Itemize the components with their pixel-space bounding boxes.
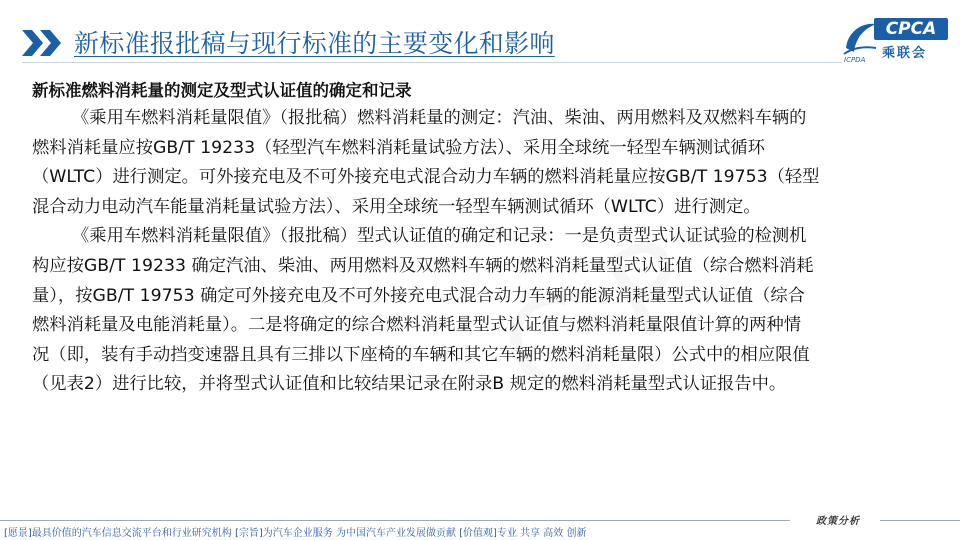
main-content (32, 78, 942, 400)
paragraph-line: 燃料消耗量及电能消耗量）。二是将确定的综合燃料消耗量型式认证值与燃料消耗量限值计算的两种情 (32, 315, 802, 336)
double-chevron-icon (22, 30, 66, 56)
paragraph-type-approval (32, 222, 942, 400)
paragraph-line: 《乘用车燃料消耗量限值》（报批稿）燃料消耗量的测定：汽油、柴油、两用燃料及双燃料车辆的 (72, 108, 807, 128)
slide-footer (0, 510, 960, 540)
logo-small-text: ICPDA (844, 56, 866, 64)
footer-divider-right (880, 520, 960, 521)
cpca-logo (842, 14, 952, 64)
logo-wordmark: CPCA (874, 18, 948, 40)
paragraph-line: （WLTC）进行测定。可外接充电及不可外接充电式混合动力车辆的燃料消耗量应按GB/T 19753（轻型 (32, 167, 820, 188)
footer-divider (0, 520, 790, 521)
paragraph-line: 燃料消耗量应按GB/T 19233（轻型汽车燃料消耗量试验方法）、采用全球统一轻型车辆测试循环 (32, 137, 765, 158)
section-heading: 新标准燃料消耗量的测定及型式认证值的确定和记录 (32, 81, 412, 100)
paragraph-line: （见表2）进行比较，并将型式认证值和比较结果记录在附录B 规定的燃料消耗量型式认证报告中。 (32, 374, 787, 395)
paragraph-line: 量），按GB/T 19753 确定可外接充电及不可外接充电式混合动力车辆的能源消耗量型式认证值（综合 (32, 285, 805, 306)
paragraph-line: 混合动力电动汽车能量消耗量试验方法）、采用全球统一轻型车辆测试循环（WLTC）进行测定。 (32, 196, 761, 217)
footer-mission-text: [愿景]最具价值的汽车信息交流平台和行业研究机构 [宗旨]为汽车企业服务 为中国汽车产业发展做贡献 [价值观]专业 共享 高效 创新 (4, 528, 587, 539)
paragraph-line: 《乘用车燃料消耗量限值》（报批稿）型式认证值的确定和记录：一是负责型式认证试验的检测机 (72, 226, 807, 247)
paragraph-line: 构应按GB/T 19233 确定汽油、柴油、两用燃料及双燃料车辆的燃料消耗量型式认证值（综合燃料消耗 (32, 255, 814, 276)
paragraph-line: 况（即，装有手动挡变速器且具有三排以下座椅的车辆和其它车辆的燃料消耗量限）公式中的相应限值 (32, 344, 810, 365)
footer-section-label: 政策分析 (816, 516, 860, 527)
cpca-emblem-icon (842, 18, 878, 60)
title-divider (22, 62, 842, 63)
slide-title: 新标准报批稿与现行标准的主要变化和影响 (74, 29, 555, 58)
paragraph-fuel-measurement (32, 104, 942, 222)
slide-header (0, 0, 960, 75)
logo-subtitle: 乘联会 (882, 46, 928, 61)
